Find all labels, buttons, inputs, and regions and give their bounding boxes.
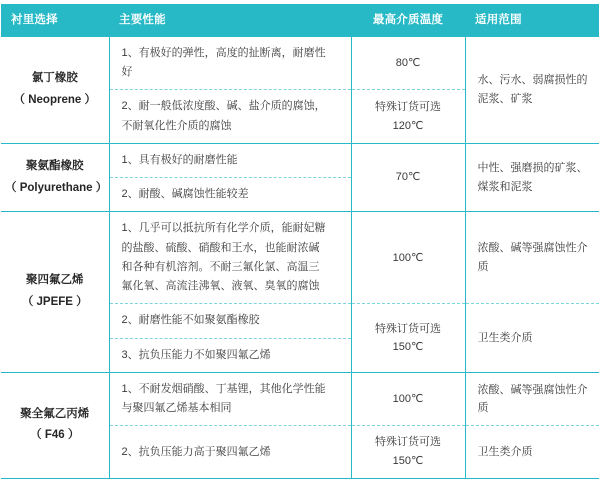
temperature-cell: 80℃ — [351, 37, 465, 90]
scope-cell: 卫生类介质 — [465, 426, 599, 478]
table-row — [1, 143, 599, 177]
material-cell-fep — [1, 372, 109, 478]
column-header-applicable-range: 适用范围 — [465, 4, 599, 37]
column-header-lining-selection: 衬里选择 — [1, 4, 109, 37]
lining-material-spec-sheet — [0, 4, 600, 468]
performance-cell: 1、不耐发烟硝酸、丁基锂，其他化学性能 与聚四氟乙烯基本相同 — [109, 372, 351, 426]
temperature-cell: 特殊订货可选 150℃ — [351, 426, 465, 478]
column-header-main-performance: 主要性能 — [109, 4, 351, 37]
temperature-cell: 100℃ — [351, 372, 465, 426]
material-name: 聚四氟乙烯 — [26, 274, 84, 287]
table-header — [1, 4, 599, 37]
performance-cell: 2、耐酸、碱腐蚀性能较差 — [109, 178, 351, 212]
scope-cell: 卫生类介质 — [465, 304, 599, 373]
material-name-english: （ F46 ） — [30, 429, 80, 442]
table-row — [1, 212, 599, 304]
performance-cell: 2、耐磨性能不如聚氨酯橡胶 — [109, 304, 351, 338]
performance-cell: 1、具有极好的耐磨性能 — [109, 143, 351, 177]
table-body — [1, 37, 599, 478]
scope-cell: 水、污水、弱腐损性的 泥浆、矿浆 — [465, 37, 599, 144]
material-cell-polyurethane — [1, 143, 109, 212]
performance-cell: 2、抗负压能力高于聚四氟乙烯 — [109, 426, 351, 478]
performance-cell: 2、耐一般低浓度酸、碱、盐介质的腐蚀， 不耐氧化性介质的腐蚀 — [109, 90, 351, 144]
material-name-english: （ Neoprene ） — [13, 93, 96, 106]
scope-cell: 浓酸、碱等强腐蚀性介 质 — [465, 212, 599, 304]
scope-cell: 浓酸、碱等强腐蚀性介 质 — [465, 372, 599, 426]
scope-cell: 中性、强磨损的矿浆、 煤浆和泥浆 — [465, 143, 599, 212]
temperature-cell: 100℃ — [351, 212, 465, 304]
performance-cell: 3、抗负压能力不如聚四氟乙烯 — [109, 338, 351, 372]
performance-cell: 1、有极好的弹性，高度的扯断离，耐磨性 好 — [109, 37, 351, 90]
material-name-english: （ Polyurethane ） — [5, 181, 108, 194]
material-cell-ptfe — [1, 212, 109, 373]
temperature-cell: 特殊订货可选 150℃ — [351, 304, 465, 373]
temperature-cell: 特殊订货可选 120℃ — [351, 90, 465, 144]
material-name: 氯丁橡胶 — [31, 72, 78, 85]
lining-material-table — [1, 4, 599, 479]
material-name: 聚全氟乙丙烯 — [20, 407, 90, 420]
temperature-cell: 70℃ — [351, 143, 465, 212]
material-cell-neoprene — [1, 37, 109, 144]
column-header-max-medium-temperature: 最高介质温度 — [351, 4, 465, 37]
table-row — [1, 37, 599, 90]
material-name-english: （ JPEFE ） — [21, 296, 88, 309]
performance-cell: 1、几乎可以抵抗所有化学介质，能耐妃糖 的盐酸、硫酸、硝酸和王水，也能耐浓碱 和各种有机溶剂。不耐三氟化氯、高温三 氟化氧、高流洼沸氧、液氧、臭氧的腐蚀 — [109, 212, 351, 304]
table-header-row — [1, 4, 599, 37]
table-row — [1, 372, 599, 426]
material-name: 聚氨酯橡胶 — [26, 159, 84, 172]
